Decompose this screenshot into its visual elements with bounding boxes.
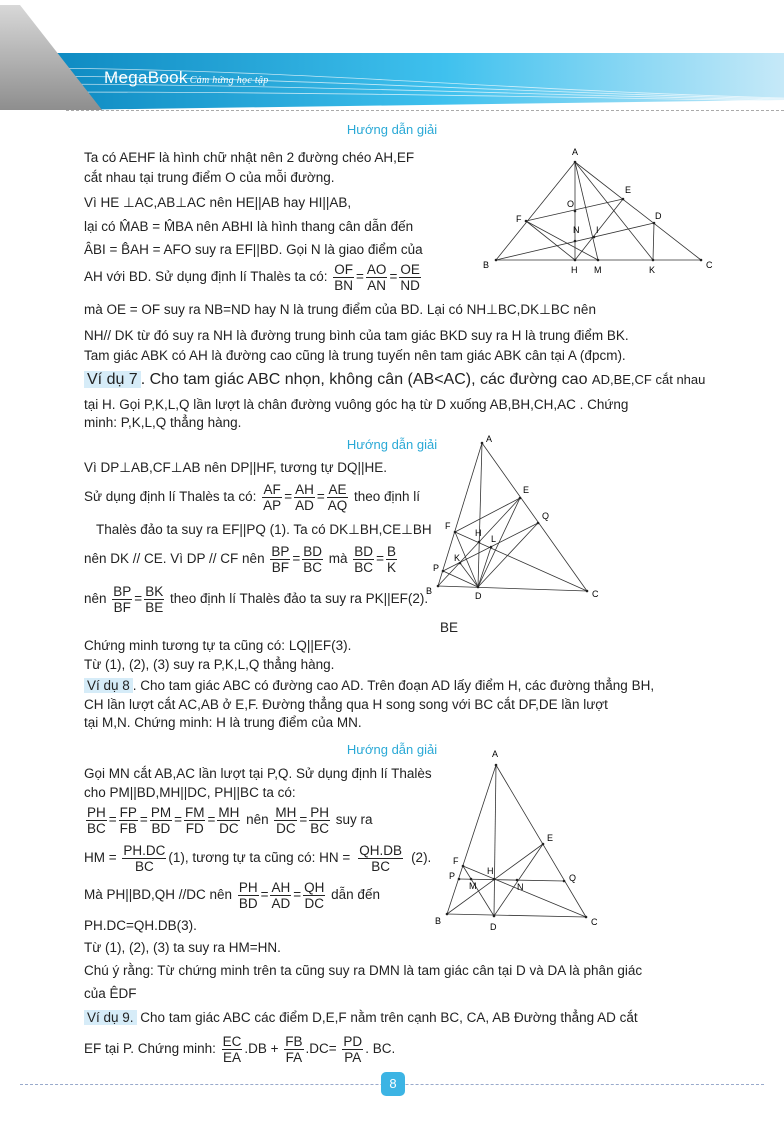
point-P xyxy=(458,878,461,881)
text-segment: .DC= xyxy=(305,1041,341,1057)
segment-AC xyxy=(575,162,701,260)
point-label-H: H xyxy=(571,265,578,275)
text-segment: Tam giác ABK có AH là đường cao cũng là trung tuyến nên tam giác ABK cân tại A (đpcm). xyxy=(84,348,626,363)
text-segment: FP xyxy=(119,805,137,820)
point-label-F: F xyxy=(516,214,522,224)
text-segment: PA xyxy=(344,1050,362,1065)
text-segment: QH xyxy=(304,880,325,895)
point-label-H: H xyxy=(487,866,494,876)
text-segment: . BC. xyxy=(365,1041,396,1057)
segment-AB xyxy=(438,443,482,586)
guide-heading: Hướng dẫn giải xyxy=(346,742,438,757)
point-label-N: N xyxy=(573,225,580,235)
text-segment: EC xyxy=(222,1034,242,1049)
text-segment: BF xyxy=(113,600,131,615)
text-segment: AH với BD. Sử dụng định lí Thalès ta có: xyxy=(84,269,332,285)
text-segment: FM xyxy=(184,805,205,820)
point-C xyxy=(585,916,588,919)
text-segment: của ÊDF xyxy=(84,986,137,1001)
text-segment: dẫn đến xyxy=(331,887,380,903)
text-segment: minh: P,K,L,Q thẳng hàng. xyxy=(84,415,242,430)
point-label-N: N xyxy=(517,882,524,892)
text-segment: QH.DB xyxy=(359,843,403,858)
segment-CF xyxy=(463,866,586,917)
text-segment: AD xyxy=(295,498,314,513)
point-label-A: A xyxy=(572,147,579,157)
point-N xyxy=(574,240,577,243)
point-C xyxy=(586,590,589,593)
text-segment: Vì DP⊥AB,CF⊥AB nên DP||HF, tương tự DQ||HE. xyxy=(84,460,388,475)
point-B xyxy=(446,913,449,916)
point-C xyxy=(700,259,703,262)
text-segment: FD xyxy=(185,821,204,836)
point-label-P: P xyxy=(433,563,440,573)
text-segment: Thalès đảo ta suy ra EF||PQ (1). Ta có DK⊥BH,CE⊥BH xyxy=(96,522,432,537)
text-segment: theo định lí xyxy=(350,489,421,505)
text-segment: cho PM||BD,MH||DC, PH||BC ta có: xyxy=(84,785,296,800)
text-segment: DC xyxy=(276,821,296,836)
point-B xyxy=(495,259,498,262)
point-A xyxy=(574,161,577,164)
point-label-A: A xyxy=(492,749,499,759)
text-segment: AP xyxy=(263,498,282,513)
segment-DP xyxy=(443,571,478,587)
figure-example-8 xyxy=(435,749,598,932)
text-segment: BF xyxy=(271,560,289,575)
text-segment: BD xyxy=(151,821,171,836)
text-segment: EF tại P. Chứng minh: xyxy=(84,1041,220,1057)
text-segment: PD xyxy=(343,1034,363,1049)
point-F xyxy=(525,220,528,223)
text-segment: mà OE = OF suy ra NB=ND hay N là trung điểm của BD. Lại có NH⊥BC,DK⊥BC nên xyxy=(84,302,596,317)
text-line: Mà PH||BD,QH //DC nên $\frac{PH}{BD}$ = $\frac{AH}{AD}$ = $\frac{QH}{DC}$ dẫn đến xyxy=(84,880,380,911)
text-segment: PM xyxy=(150,805,172,820)
point-label-K: K xyxy=(454,553,461,563)
text-segment: Gọi MN cắt AB,AC lần lượt tại P,Q. Sử dụng định lí Thalès xyxy=(84,766,432,781)
segment-BC xyxy=(447,914,586,917)
text-segment: CH lần lượt cắt AC,AB ở E,F. Đường thẳng qua H song song với BC cắt DF,DE lần lượt xyxy=(84,697,608,712)
point-Q xyxy=(537,522,540,525)
point-label-I: I xyxy=(596,225,599,235)
brand-name: MegaBook xyxy=(104,68,188,87)
figure-example-6 xyxy=(483,147,713,275)
point-E xyxy=(519,497,522,500)
point-label-B: B xyxy=(426,586,433,596)
text-segment: BD xyxy=(303,544,322,559)
text-segment: Cho tam giác ABC các điểm D,E,F nằm trên cạnh BC, CA, AB Đường thẳng AD cắt xyxy=(136,1010,638,1025)
point-H xyxy=(574,259,577,262)
point-label-E: E xyxy=(625,185,632,195)
segment-BC xyxy=(438,586,587,591)
segment-AD xyxy=(494,765,496,916)
text-segment: NH// DK từ đó suy ra NH là đường trung bình của tam giác BKD suy ra H là trung điểm BK. xyxy=(84,328,629,343)
segment-FH xyxy=(526,221,575,260)
text-segment: tại H. Gọi P,K,L,Q lần lượt là chân đường vuông góc hạ từ D xuống xyxy=(84,397,490,412)
point-label-D: D xyxy=(490,922,497,932)
example-label: Ví dụ 8 xyxy=(84,678,133,693)
text-segment: Vì HE ⊥AC,AB⊥AC nên HE||AB hay HI||AB, xyxy=(84,195,352,210)
text-segment: EA xyxy=(222,1050,241,1065)
point-label-M: M xyxy=(469,881,477,891)
text-segment: FB xyxy=(285,1034,303,1049)
point-H xyxy=(493,878,496,881)
text-segment: BK xyxy=(145,584,164,599)
point-Q xyxy=(563,880,566,883)
text-segment: K xyxy=(386,560,396,575)
guide-heading: Hướng dẫn giải xyxy=(346,122,438,137)
point-label-F: F xyxy=(445,521,451,531)
text-segment: Chứng minh tương tự ta cũng có: LQ||EF(3). xyxy=(84,638,352,653)
segment-DE xyxy=(478,498,520,587)
guide-heading: Hướng dẫn giải xyxy=(346,437,438,452)
point-label-Q: Q xyxy=(569,873,577,883)
point-label-C: C xyxy=(706,260,713,270)
page-number: 8 xyxy=(381,1072,405,1096)
example-label: Ví dụ 7 xyxy=(84,371,141,388)
text-segment: OF xyxy=(334,262,354,277)
text-segment: (1), tương tự ta cũng có: HN = xyxy=(168,850,351,866)
text-segment: nên xyxy=(242,812,273,828)
text-line: AH với BD. Sử dụng định lí Thalès ta có: $\frac{OF}{BN}$ = $\frac{AO}{AN}$ = $\frac{OE}{ND}$ xyxy=(84,262,420,293)
text-segment: BC xyxy=(87,821,106,836)
text-segment: BC xyxy=(303,560,322,575)
text-segment: ÂBI = B̂AH = AFO suy ra EF||BD. Gọi N là giao điểm của xyxy=(84,242,423,257)
text-segment: lại có M̂AB = M̂BA nên ABHI là hình thang cân dẫn đến xyxy=(84,219,414,234)
text-segment: B xyxy=(386,544,396,559)
text-segment: MH xyxy=(275,805,297,820)
text-segment: tại M,N. Chứng minh: H là trung điểm của MN. xyxy=(84,715,362,730)
text-segment: PH xyxy=(310,805,330,820)
text-segment: AH xyxy=(271,880,291,895)
point-F xyxy=(462,865,465,868)
text-segment: ND xyxy=(400,278,420,293)
segment-AC xyxy=(482,443,587,591)
point-label-M: M xyxy=(594,265,602,275)
point-D xyxy=(493,915,496,918)
point-E xyxy=(542,843,545,846)
text-segment: BE xyxy=(145,600,164,615)
point-label-E: E xyxy=(547,833,554,843)
segment-DK xyxy=(460,563,478,587)
text-segment: PH.DC xyxy=(123,843,166,858)
text-segment: BC xyxy=(354,560,374,575)
point-M xyxy=(597,259,600,262)
point-label-B: B xyxy=(435,916,442,926)
point-label-C: C xyxy=(592,589,599,599)
text-line: $\frac{PH}{BC}$ = $\frac{FP}{FB}$ = $\frac{PM}{BD}$ = $\frac{FM}{FD}$ = $\frac{MH}{DC}$ nên $\frac{MH}{DC}$ = $\frac{PH}{BC}$ suy ra xyxy=(87,805,373,836)
text-segment: BP xyxy=(271,544,290,559)
text-segment: PH xyxy=(87,805,106,820)
text-segment: AE xyxy=(328,482,347,497)
text-segment: DC xyxy=(304,896,325,911)
text-segment: FA xyxy=(285,1050,303,1065)
text-segment: MH xyxy=(218,805,240,820)
segment-AC xyxy=(496,765,586,917)
text-segment: Chú ý rằng: Từ chứng minh trên ta cũng suy ra DMN là tam giác cân tại D và DA là phân giác xyxy=(84,963,643,978)
point-label-C: C xyxy=(591,917,598,927)
point-E xyxy=(622,198,625,201)
text-segment: theo định lí Thalès đảo ta suy ra PK||EF(2). xyxy=(169,591,429,607)
point-label-A: A xyxy=(486,434,493,444)
text-segment: cắt nhau tại trung điểm O của mỗi đường. xyxy=(84,170,335,185)
text-segment: AN xyxy=(367,278,387,293)
text-line: nên $\frac{BP}{BF}$ = $\frac{BK}{BE}$ theo định lí Thalès đảo ta suy ra PK||EF(2). xyxy=(84,584,429,615)
point-label-Q: Q xyxy=(542,511,550,521)
text-segment: PH.DC=QH.DB(3). xyxy=(84,918,197,933)
text-segment: FB xyxy=(119,821,137,836)
text-segment: Mà PH||BD,QH //DC nên xyxy=(84,887,233,903)
text-segment: BP xyxy=(113,584,132,599)
text-segment: HM = xyxy=(84,850,117,866)
point-O xyxy=(574,210,577,213)
segment-DL xyxy=(478,547,491,587)
text-segment: AH xyxy=(295,482,314,497)
segment-FM xyxy=(526,221,598,260)
text-segment: AD,BE,CF xyxy=(591,372,652,387)
text-segment: . Cho tam giác ABC có đường cao AD. Trên đoạn AD lấy điểm H, các đường thẳng BH, xyxy=(132,678,655,693)
point-B xyxy=(437,585,440,588)
text-line: BE xyxy=(440,620,459,635)
text-segment: . Cho tam giác ABC nhọn, không cân (AB<AC), các đường cao xyxy=(140,371,592,388)
point-label-E: E xyxy=(523,485,530,495)
segment-DQ xyxy=(478,523,538,587)
text-segment: BC xyxy=(135,859,154,874)
point-M xyxy=(470,878,473,881)
text-segment: suy ra xyxy=(335,812,373,828)
text-segment: OE xyxy=(400,262,420,277)
text-segment: BC xyxy=(371,859,391,874)
point-K xyxy=(652,259,655,262)
point-A xyxy=(495,764,498,767)
text-segment: AO xyxy=(366,262,387,277)
point-label-F: F xyxy=(453,856,459,866)
text-segment: DC xyxy=(219,821,239,836)
figure-example-7 xyxy=(426,434,599,601)
text-segment: nên xyxy=(84,591,111,607)
point-I xyxy=(593,236,596,239)
segment-AB xyxy=(496,162,575,260)
text-segment: .DB + xyxy=(244,1041,283,1057)
segment-AB xyxy=(447,765,496,914)
point-L xyxy=(490,546,493,549)
point-H xyxy=(478,541,481,544)
text-segment: (2). xyxy=(411,850,432,866)
text-segment: mà xyxy=(328,551,348,567)
text-segment: Từ (1), (2), (3) ta suy ra HM=HN. xyxy=(84,940,281,955)
point-label-H: H xyxy=(475,528,482,538)
example-label: Ví dụ 9. xyxy=(84,1010,137,1025)
text-segment: AH,EF xyxy=(374,150,415,165)
point-label-D: D xyxy=(475,591,482,601)
text-segment: PH xyxy=(238,880,258,895)
point-A xyxy=(481,442,484,445)
point-N xyxy=(516,879,519,882)
brand-slogan: Cảm hứng học tập xyxy=(189,75,269,86)
text-line: Sử dụng định lí Thalès ta có: $\frac{AF}{AP}$ = $\frac{AH}{AD}$ = $\frac{AE}{AQ}$ theo định lí xyxy=(84,482,421,513)
text-segment: . Chứng xyxy=(575,397,629,412)
text-segment: AD xyxy=(271,896,291,911)
point-label-L: L xyxy=(491,534,497,544)
text-line: nên DK // CE. Vì DP // CF nên $\frac{BP}{BF}$ = $\frac{BD}{BC}$ mà $\frac{BD}{BC}$ = $\frac{B}{K}$ xyxy=(84,544,396,575)
point-label-B: B xyxy=(483,260,490,270)
text-segment: Từ (1), (2), (3) suy ra P,K,L,Q thẳng hàng. xyxy=(84,657,335,672)
point-label-P: P xyxy=(449,871,456,881)
point-label-K: K xyxy=(649,265,656,275)
point-P xyxy=(442,570,445,573)
point-D xyxy=(653,222,656,225)
point-F xyxy=(454,531,457,534)
text-segment: BD xyxy=(238,896,258,911)
text-segment: BC xyxy=(310,821,330,836)
text-segment: AF xyxy=(263,482,281,497)
segment-FE xyxy=(455,498,520,532)
text-segment: AB,BH,CH,AC xyxy=(489,397,576,412)
point-label-O: O xyxy=(567,199,575,209)
segment-DK xyxy=(653,223,654,260)
text-segment: Ta có AEHF là hình chữ nhật nên 2 đường chéo xyxy=(84,150,375,165)
text-segment: nên DK // CE. Vì DP // CF nên xyxy=(84,551,269,567)
segment-AD xyxy=(478,443,482,587)
text-segment: Sử dụng định lí Thalès ta có: xyxy=(84,489,257,505)
text-segment: cắt nhau xyxy=(651,372,706,387)
text-segment: BN xyxy=(334,278,354,293)
text-segment: AQ xyxy=(327,498,348,513)
text-segment: BD xyxy=(354,544,374,559)
point-D xyxy=(477,586,480,589)
point-label-D: D xyxy=(655,211,662,221)
